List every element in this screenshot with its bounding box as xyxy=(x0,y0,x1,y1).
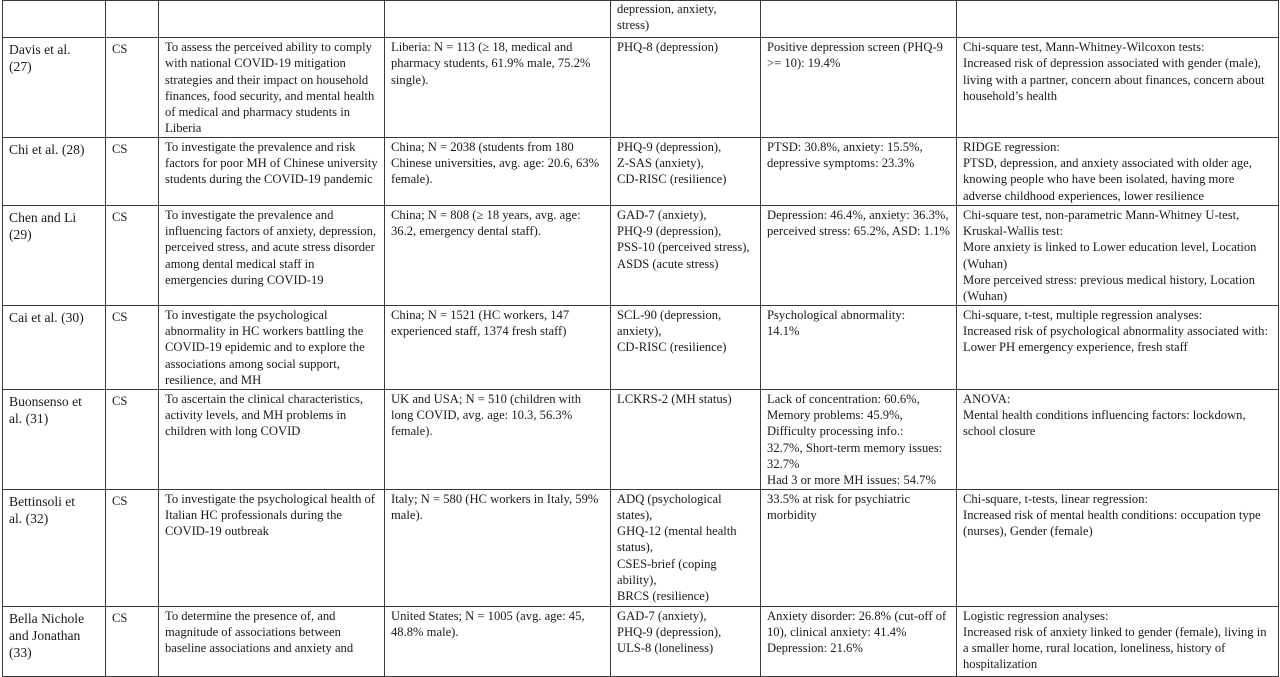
cell-analysis xyxy=(957,1,1279,38)
cell-design: CS xyxy=(106,389,159,489)
cell-design: CS xyxy=(106,489,159,606)
cell-tools: depression, anxiety, stress) xyxy=(611,1,761,38)
cell-population: United States; N = 1005 (avg. age: 45, 48.8% male). xyxy=(385,606,611,676)
table-row-partial xyxy=(3,1,1279,38)
cell-analysis: Chi-square test, non-parametric Mann-Whitney U-test, Kruskal-Wallis test: More anxiety is linked to Lower education level, Location (Wuhan) More perceived stress: previous medical history, Location (Wuhan) xyxy=(957,205,1279,305)
cell-objective: To assess the perceived ability to comply with national COVID-19 mitigation strategies and their impact on household finances, food security, and mental health of medical and pharmacy students in Liberia xyxy=(159,38,385,138)
studies-table xyxy=(2,0,1279,677)
cell-prevalence: Lack of concentration: 60.6%, Memory problems: 45.9%, Difficulty processing info.: 32.7%, Short-term memory issues: 32.7% Had 3 or more MH issues: 54.7% xyxy=(761,389,957,489)
cell-objective: To investigate the prevalence and risk factors for poor MH of Chinese university students during the COVID-19 pandemic xyxy=(159,137,385,205)
cell-tools: SCL-90 (depression, anxiety), CD-RISC (resilience) xyxy=(611,305,761,389)
cell-prevalence: Depression: 46.4%, anxiety: 36.3%, perceived stress: 65.2%, ASD: 1.1% xyxy=(761,205,957,305)
cell-tools: GAD-7 (anxiety), PHQ-9 (depression), PSS-10 (perceived stress), ASDS (acute stress) xyxy=(611,205,761,305)
table-row xyxy=(3,305,1279,389)
cell-tools: GAD-7 (anxiety), PHQ-9 (depression), ULS-8 (loneliness) xyxy=(611,606,761,676)
cell-author xyxy=(3,1,106,38)
cell-population: China; N = 1521 (HC workers, 147 experienced staff, 1374 fresh staff) xyxy=(385,305,611,389)
cell-objective xyxy=(159,1,385,38)
table-body xyxy=(3,1,1279,677)
cell-analysis: Logistic regression analyses: Increased risk of anxiety linked to gender (female), living in a smaller home, rural location, loneliness, history of hospitalization xyxy=(957,606,1279,676)
cell-design: CS xyxy=(106,606,159,676)
cell-prevalence: 33.5% at risk for psychiatric morbidity xyxy=(761,489,957,606)
cell-objective: To determine the presence of, and magnitude of associations between baseline associations and anxiety and xyxy=(159,606,385,676)
cell-design: CS xyxy=(106,38,159,138)
cell-author: Bella Nichole and Jonathan (33) xyxy=(3,606,106,676)
cell-prevalence: Positive depression screen (PHQ-9 >= 10): 19.4% xyxy=(761,38,957,138)
cell-prevalence xyxy=(761,1,957,38)
cell-analysis: Chi-square, t-test, multiple regression analyses: Increased risk of psychological abnormality associated with: Lower PH emergency experience, fresh staff xyxy=(957,305,1279,389)
table-row xyxy=(3,137,1279,205)
cell-tools: PHQ-8 (depression) xyxy=(611,38,761,138)
cell-population: China; N = 808 (≥ 18 years, avg. age: 36.2, emergency dental staff). xyxy=(385,205,611,305)
cell-analysis: Chi-square test, Mann-Whitney-Wilcoxon tests: Increased risk of depression associated with gender (male), living with a partner, concern about finances, concern about household’s health xyxy=(957,38,1279,138)
cell-prevalence: Psychological abnormality: 14.1% xyxy=(761,305,957,389)
cell-author: Chen and Li (29) xyxy=(3,205,106,305)
cell-author: Davis et al. (27) xyxy=(3,38,106,138)
cell-tools: PHQ-9 (depression), Z-SAS (anxiety), CD-RISC (resilience) xyxy=(611,137,761,205)
cell-tools: ADQ (psychological states), GHQ-12 (mental health status), CSES-brief (coping ability), BRCS (resilience) xyxy=(611,489,761,606)
cell-author: Cai et al. (30) xyxy=(3,305,106,389)
cell-objective: To ascertain the clinical characteristics, activity levels, and MH problems in children with long COVID xyxy=(159,389,385,489)
cell-design xyxy=(106,1,159,38)
cell-analysis: ANOVA: Mental health conditions influencing factors: lockdown, school closure xyxy=(957,389,1279,489)
cell-objective: To investigate the psychological health of Italian HC professionals during the COVID-19 outbreak xyxy=(159,489,385,606)
cell-author: Chi et al. (28) xyxy=(3,137,106,205)
cell-design: CS xyxy=(106,305,159,389)
cell-design: CS xyxy=(106,137,159,205)
cell-population: UK and USA; N = 510 (children with long COVID, avg. age: 10.3, 56.3% female). xyxy=(385,389,611,489)
cell-population: Italy; N = 580 (HC workers in Italy, 59% male). xyxy=(385,489,611,606)
table-row xyxy=(3,389,1279,489)
cell-population: Liberia: N = 113 (≥ 18, medical and pharmacy students, 61.9% male, 75.2% single). xyxy=(385,38,611,138)
cell-author: Buonsenso et al. (31) xyxy=(3,389,106,489)
table-row xyxy=(3,606,1279,676)
cell-population xyxy=(385,1,611,38)
cell-population: China; N = 2038 (students from 180 Chinese universities, avg. age: 20.6, 63% female). xyxy=(385,137,611,205)
cell-analysis: Chi-square, t-tests, linear regression: Increased risk of mental health conditions: occupation type (nurses), Gender (female) xyxy=(957,489,1279,606)
cell-prevalence: PTSD: 30.8%, anxiety: 15.5%, depressive symptoms: 23.3% xyxy=(761,137,957,205)
table-row xyxy=(3,38,1279,138)
table-row xyxy=(3,205,1279,305)
cell-prevalence: Anxiety disorder: 26.8% (cut-off of 10), clinical anxiety: 41.4% Depression: 21.6% xyxy=(761,606,957,676)
cell-design: CS xyxy=(106,205,159,305)
cell-objective: To investigate the psychological abnormality in HC workers battling the COVID-19 epidemic and to explore the associations among social support, resilience, and MH xyxy=(159,305,385,389)
cell-analysis: RIDGE regression: PTSD, depression, and anxiety associated with older age, knowing people who have been isolated, having more adverse childhood experiences, lower resilience xyxy=(957,137,1279,205)
table-row xyxy=(3,489,1279,606)
cell-objective: To investigate the prevalence and influencing factors of anxiety, depression, perceived stress, and acute stress disorder among dental medical staff in emergencies during COVID-19 xyxy=(159,205,385,305)
cell-tools: LCKRS-2 (MH status) xyxy=(611,389,761,489)
cell-author: Bettinsoli et al. (32) xyxy=(3,489,106,606)
